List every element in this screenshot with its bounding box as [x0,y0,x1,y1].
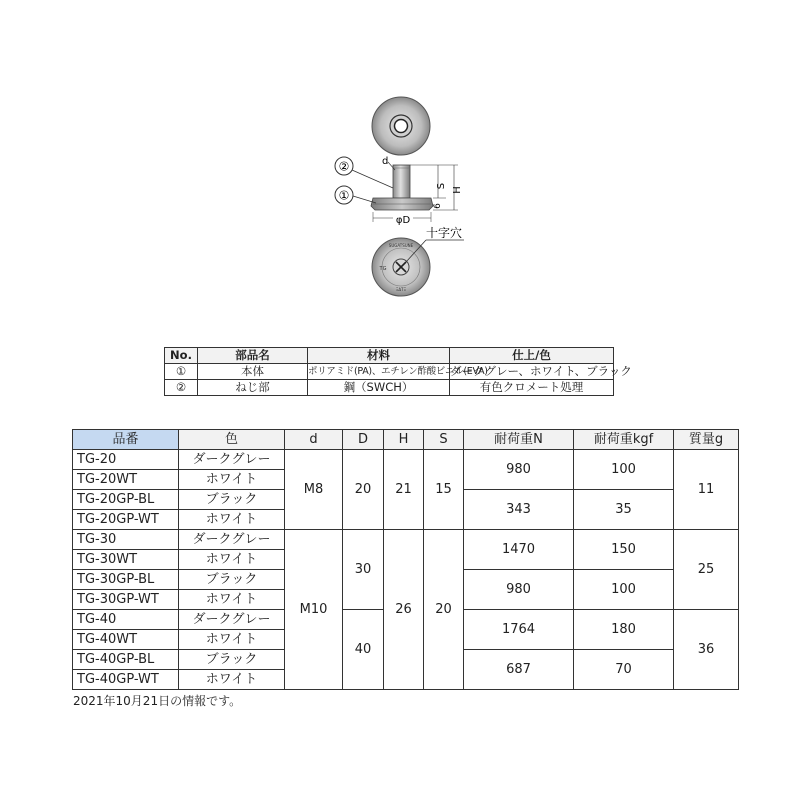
color: ダークグレー [179,530,285,550]
load-kgf: 35 [574,490,674,530]
spec-header-load-kgf: 耐荷重kgf [574,430,674,450]
top-view [372,97,430,155]
spec-header-h: H [384,430,424,450]
callout-1-label: ① [338,188,350,203]
table-row [165,380,614,396]
parts-header-finish: 仕上/色 [450,348,614,364]
spec-header-mass: 質量g [674,430,739,450]
mass: 36 [674,610,739,690]
load-n: 687 [464,650,574,690]
table-row [73,530,739,550]
parts-material: 鋼（SWCH） [308,380,450,396]
load-kgf: 150 [574,530,674,570]
spec-d: M10 [285,530,343,690]
load-n: 980 [464,450,574,490]
color: ホワイト [179,470,285,490]
parts-header-no: No. [165,348,198,364]
mass: 25 [674,530,739,610]
spec-big-d: 30 [343,530,384,610]
parts-finish: 有色クロメート処理 [450,380,614,396]
part-number: TG-40 [73,610,179,630]
side-view [335,156,463,226]
part-number: TG-20WT [73,470,179,490]
parts-header-material: 材料 [308,348,450,364]
spec-s: 20 [424,530,464,690]
cross-hole-label: 十字穴 [426,226,463,240]
bottom-view [372,225,464,296]
parts-material: ポリアミド(PA)、エチレン酢酸ビニル(EVA) [308,364,450,380]
color: ホワイト [179,670,285,690]
mass: 11 [674,450,739,530]
part-number: TG-20 [73,450,179,470]
spec-big-d: 40 [343,610,384,690]
load-n: 1470 [464,530,574,570]
load-n: 980 [464,570,574,610]
color: ダークグレー [179,610,285,630]
spec-d: M8 [285,450,343,530]
color: ホワイト [179,630,285,650]
stamp-code: ΞΔΤΞ [395,287,407,292]
part-number: TG-20GP-BL [73,490,179,510]
table-row [165,364,614,380]
date-footnote: 2021年10月21日の情報です。 [73,694,242,708]
parts-no: ① [165,364,198,380]
spec-header-big-d: D [343,430,384,450]
color: ホワイト [179,510,285,530]
spec-s: 15 [424,450,464,530]
color: ダークグレー [179,450,285,470]
stamp-tg: TG [379,266,387,272]
spec-table [72,429,739,690]
part-number: TG-30GP-BL [73,570,179,590]
parts-name: 本体 [198,364,308,380]
dim-s: S [436,182,447,190]
spec-header-d: d [285,430,343,450]
load-kgf: 70 [574,650,674,690]
load-kgf: 100 [574,570,674,610]
product-drawing [0,0,800,340]
parts-finish: ダークグレー、ホワイト、ブラック [450,364,632,378]
dim-6: 6 [433,203,443,209]
part-number: TG-20GP-WT [73,510,179,530]
spec-h: 26 [384,530,424,690]
table-row [73,450,739,470]
dim-h: H [452,186,463,194]
part-number: TG-40GP-WT [73,670,179,690]
part-number: TG-30 [73,530,179,550]
part-number: TG-30GP-WT [73,590,179,610]
parts-name: ねじ部 [198,380,308,396]
color: ホワイト [179,550,285,570]
spec-header-s: S [424,430,464,450]
spec-header-row [73,430,739,450]
dim-phi-d: φD [395,215,411,226]
parts-header-name: 部品名 [198,348,308,364]
spec-big-d: 20 [343,450,384,530]
load-n: 343 [464,490,574,530]
spec-header-color: 色 [179,430,285,450]
part-number: TG-40GP-BL [73,650,179,670]
callout-2-label: ② [338,159,350,174]
spec-header-part-no: 品番 [73,430,179,450]
color: ブラック [179,570,285,590]
parts-table [164,347,632,396]
part-number: TG-30WT [73,550,179,570]
load-kgf: 180 [574,610,674,650]
load-n: 1764 [464,610,574,650]
parts-no: ② [165,380,198,396]
load-kgf: 100 [574,450,674,490]
spec-h: 21 [384,450,424,530]
spec-header-load-n: 耐荷重N [464,430,574,450]
color: ホワイト [179,590,285,610]
dim-d: d [382,156,389,167]
color: ブラック [179,650,285,670]
stamp-brand: SUGATSUNE [388,243,414,248]
parts-header-row [165,348,614,364]
color: ブラック [179,490,285,510]
part-number: TG-40WT [73,630,179,650]
